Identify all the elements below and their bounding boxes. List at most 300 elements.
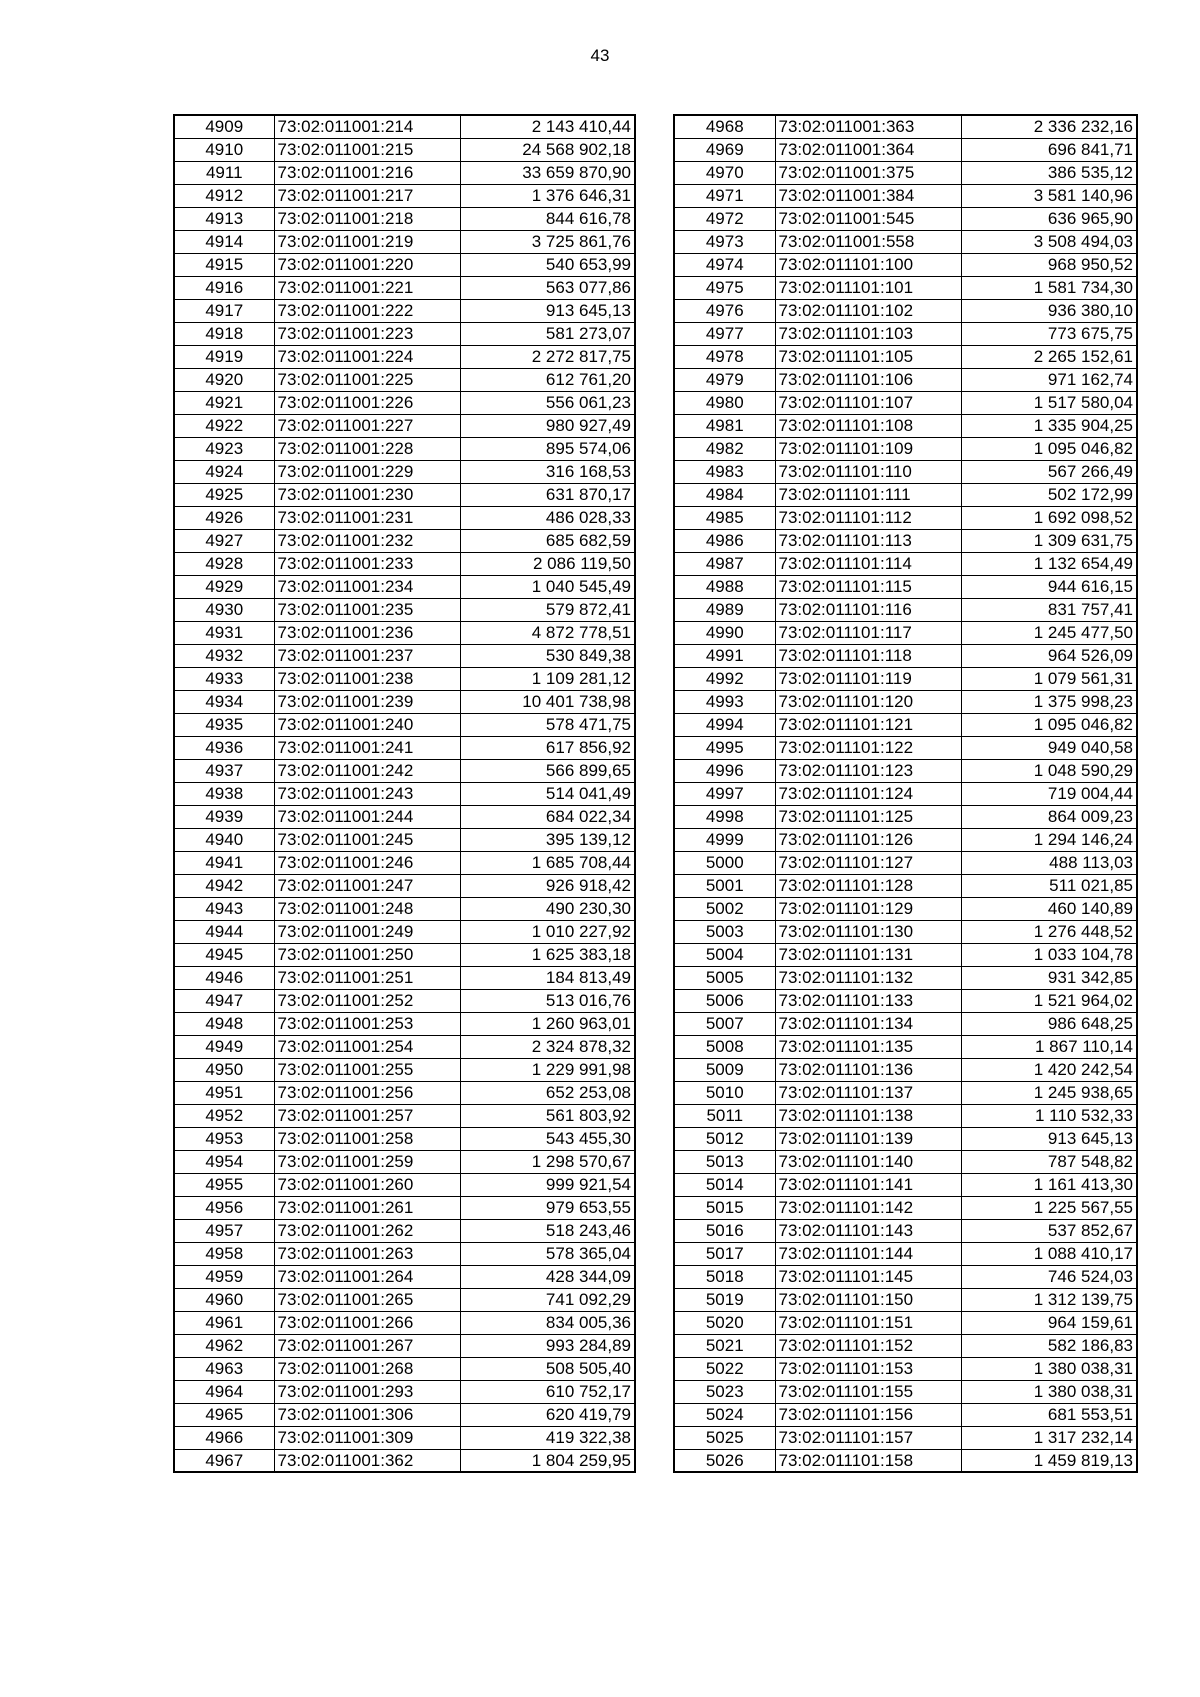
cadastral-value: 1 095 046,82	[961, 437, 1137, 460]
cadastral-number: 73:02:011101:113	[775, 529, 961, 552]
row-number: 5001	[674, 874, 775, 897]
row-number: 4920	[174, 368, 274, 391]
cadastral-number: 73:02:011001:231	[274, 506, 460, 529]
table-row	[174, 138, 635, 161]
cadastral-number: 73:02:011001:226	[274, 391, 460, 414]
row-number: 5009	[674, 1058, 775, 1081]
cadastral-number: 73:02:011001:261	[274, 1196, 460, 1219]
row-number: 4950	[174, 1058, 274, 1081]
row-number: 4935	[174, 713, 274, 736]
cadastral-value: 1 692 098,52	[961, 506, 1137, 529]
row-number: 4915	[174, 253, 274, 276]
cadastral-number: 73:02:011101:158	[775, 1449, 961, 1472]
row-number: 4924	[174, 460, 274, 483]
cadastral-number: 73:02:011001:223	[274, 322, 460, 345]
cadastral-number: 73:02:011001:228	[274, 437, 460, 460]
table-row	[174, 943, 635, 966]
cadastral-value: 895 574,06	[460, 437, 635, 460]
table-row	[674, 1150, 1137, 1173]
table-row	[674, 414, 1137, 437]
table-row	[174, 851, 635, 874]
table-row	[174, 299, 635, 322]
row-number: 4921	[174, 391, 274, 414]
row-number: 5004	[674, 943, 775, 966]
cadastral-table-right-body	[674, 115, 1137, 1472]
cadastral-value: 944 616,15	[961, 575, 1137, 598]
table-row	[674, 598, 1137, 621]
cadastral-value: 502 172,99	[961, 483, 1137, 506]
cadastral-value: 530 849,38	[460, 644, 635, 667]
table-row	[674, 437, 1137, 460]
cadastral-number: 73:02:011101:116	[775, 598, 961, 621]
table-row	[674, 966, 1137, 989]
table-row	[174, 621, 635, 644]
row-number: 4944	[174, 920, 274, 943]
cadastral-value: 3 581 140,96	[961, 184, 1137, 207]
cadastral-value: 1 276 448,52	[961, 920, 1137, 943]
row-number: 5019	[674, 1288, 775, 1311]
table-row	[174, 667, 635, 690]
cadastral-number: 73:02:011001:260	[274, 1173, 460, 1196]
row-number: 4952	[174, 1104, 274, 1127]
cadastral-number: 73:02:011101:143	[775, 1219, 961, 1242]
row-number: 5014	[674, 1173, 775, 1196]
cadastral-value: 631 870,17	[460, 483, 635, 506]
table-row	[674, 1104, 1137, 1127]
table-row	[674, 253, 1137, 276]
cadastral-number: 73:02:011001:262	[274, 1219, 460, 1242]
table-row	[174, 874, 635, 897]
cadastral-value: 1 376 646,31	[460, 184, 635, 207]
cadastral-number: 73:02:011001:247	[274, 874, 460, 897]
cadastral-number: 73:02:011001:558	[775, 230, 961, 253]
table-row	[174, 1403, 635, 1426]
cadastral-value: 488 113,03	[961, 851, 1137, 874]
row-number: 4945	[174, 943, 274, 966]
row-number: 4932	[174, 644, 274, 667]
cadastral-number: 73:02:011001:242	[274, 759, 460, 782]
table-row	[174, 1173, 635, 1196]
table-row	[674, 529, 1137, 552]
cadastral-value: 1 048 590,29	[961, 759, 1137, 782]
table-row	[174, 253, 635, 276]
cadastral-number: 73:02:011101:110	[775, 460, 961, 483]
cadastral-number: 73:02:011101:133	[775, 989, 961, 1012]
row-number: 4997	[674, 782, 775, 805]
cadastral-table-left-body	[174, 115, 635, 1472]
cadastral-number: 73:02:011001:235	[274, 598, 460, 621]
cadastral-value: 931 342,85	[961, 966, 1137, 989]
row-number: 4999	[674, 828, 775, 851]
cadastral-value: 979 653,55	[460, 1196, 635, 1219]
cadastral-value: 741 092,29	[460, 1288, 635, 1311]
row-number: 5015	[674, 1196, 775, 1219]
table-row	[674, 506, 1137, 529]
cadastral-number: 73:02:011101:132	[775, 966, 961, 989]
cadastral-number: 73:02:011101:102	[775, 299, 961, 322]
cadastral-number: 73:02:011001:267	[274, 1334, 460, 1357]
table-row	[674, 1403, 1137, 1426]
row-number: 4981	[674, 414, 775, 437]
table-row	[674, 851, 1137, 874]
cadastral-number: 73:02:011101:128	[775, 874, 961, 897]
row-number: 4986	[674, 529, 775, 552]
cadastral-number: 73:02:011101:137	[775, 1081, 961, 1104]
table-row	[174, 1288, 635, 1311]
cadastral-number: 73:02:011001:240	[274, 713, 460, 736]
table-row	[674, 368, 1137, 391]
table-row	[174, 1196, 635, 1219]
table-row	[674, 1311, 1137, 1334]
table-row	[174, 598, 635, 621]
cadastral-number: 73:02:011101:142	[775, 1196, 961, 1219]
row-number: 4995	[674, 736, 775, 759]
row-number: 4977	[674, 322, 775, 345]
cadastral-value: 540 653,99	[460, 253, 635, 276]
table-row	[674, 644, 1137, 667]
table-row	[174, 1265, 635, 1288]
cadastral-value: 773 675,75	[961, 322, 1137, 345]
cadastral-number: 73:02:011101:118	[775, 644, 961, 667]
cadastral-value: 986 648,25	[961, 1012, 1137, 1035]
cadastral-number: 73:02:011101:120	[775, 690, 961, 713]
cadastral-value: 936 380,10	[961, 299, 1137, 322]
cadastral-number: 73:02:011001:375	[775, 161, 961, 184]
cadastral-number: 73:02:011101:108	[775, 414, 961, 437]
row-number: 4971	[674, 184, 775, 207]
cadastral-value: 971 162,74	[961, 368, 1137, 391]
cadastral-number: 73:02:011001:263	[274, 1242, 460, 1265]
cadastral-number: 73:02:011001:362	[274, 1449, 460, 1472]
cadastral-value: 1 109 281,12	[460, 667, 635, 690]
cadastral-value: 719 004,44	[961, 782, 1137, 805]
row-number: 4991	[674, 644, 775, 667]
row-number: 4974	[674, 253, 775, 276]
cadastral-number: 73:02:011001:545	[775, 207, 961, 230]
cadastral-value: 1 245 938,65	[961, 1081, 1137, 1104]
page-number: 43	[590, 46, 610, 65]
cadastral-value: 1 294 146,24	[961, 828, 1137, 851]
table-row	[674, 207, 1137, 230]
cadastral-value: 1 517 580,04	[961, 391, 1137, 414]
table-row	[674, 1196, 1137, 1219]
cadastral-value: 513 016,76	[460, 989, 635, 1012]
table-row	[174, 414, 635, 437]
cadastral-value: 1 625 383,18	[460, 943, 635, 966]
row-number: 5020	[674, 1311, 775, 1334]
table-row	[674, 230, 1137, 253]
cadastral-value: 1 132 654,49	[961, 552, 1137, 575]
row-number: 4949	[174, 1035, 274, 1058]
table-row	[174, 1311, 635, 1334]
table-row	[174, 529, 635, 552]
table-row	[174, 1150, 635, 1173]
cadastral-value: 511 021,85	[961, 874, 1137, 897]
cadastral-value: 1 380 038,31	[961, 1380, 1137, 1403]
cadastral-number: 73:02:011101:126	[775, 828, 961, 851]
cadastral-value: 1 380 038,31	[961, 1357, 1137, 1380]
row-number: 4970	[674, 161, 775, 184]
table-row	[174, 437, 635, 460]
row-number: 5013	[674, 1150, 775, 1173]
cadastral-value: 1 088 410,17	[961, 1242, 1137, 1265]
row-number: 4987	[674, 552, 775, 575]
cadastral-number: 73:02:011101:145	[775, 1265, 961, 1288]
row-number: 4992	[674, 667, 775, 690]
table-row	[674, 621, 1137, 644]
row-number: 4973	[674, 230, 775, 253]
row-number: 4926	[174, 506, 274, 529]
cadastral-number: 73:02:011101:103	[775, 322, 961, 345]
table-row	[674, 1242, 1137, 1265]
cadastral-value: 2 336 232,16	[961, 115, 1137, 138]
cadastral-value: 537 852,67	[961, 1219, 1137, 1242]
row-number: 4948	[174, 1012, 274, 1035]
cadastral-number: 73:02:011101:114	[775, 552, 961, 575]
cadastral-value: 964 526,09	[961, 644, 1137, 667]
cadastral-number: 73:02:011001:268	[274, 1357, 460, 1380]
table-row	[174, 897, 635, 920]
cadastral-number: 73:02:011101:139	[775, 1127, 961, 1150]
cadastral-value: 831 757,41	[961, 598, 1137, 621]
row-number: 5026	[674, 1449, 775, 1472]
cadastral-number: 73:02:011101:136	[775, 1058, 961, 1081]
row-number: 4959	[174, 1265, 274, 1288]
cadastral-number: 73:02:011101:109	[775, 437, 961, 460]
cadastral-value: 968 950,52	[961, 253, 1137, 276]
row-number: 5000	[674, 851, 775, 874]
table-row	[174, 966, 635, 989]
cadastral-number: 73:02:011001:221	[274, 276, 460, 299]
row-number: 4946	[174, 966, 274, 989]
cadastral-value: 1 459 819,13	[961, 1449, 1137, 1472]
cadastral-value: 864 009,23	[961, 805, 1137, 828]
table-row	[674, 391, 1137, 414]
cadastral-value: 316 168,53	[460, 460, 635, 483]
table-row	[174, 1081, 635, 1104]
row-number: 4998	[674, 805, 775, 828]
row-number: 4925	[174, 483, 274, 506]
cadastral-number: 73:02:011101:121	[775, 713, 961, 736]
table-row	[174, 1127, 635, 1150]
cadastral-value: 24 568 902,18	[460, 138, 635, 161]
row-number: 4934	[174, 690, 274, 713]
cadastral-number: 73:02:011101:157	[775, 1426, 961, 1449]
row-number: 4909	[174, 115, 274, 138]
table-row	[174, 805, 635, 828]
table-row	[674, 1012, 1137, 1035]
cadastral-value: 964 159,61	[961, 1311, 1137, 1334]
cadastral-number: 73:02:011101:111	[775, 483, 961, 506]
cadastral-value: 1 079 561,31	[961, 667, 1137, 690]
cadastral-value: 514 041,49	[460, 782, 635, 805]
table-row	[674, 1035, 1137, 1058]
cadastral-number: 73:02:011101:101	[775, 276, 961, 299]
cadastral-value: 1 229 991,98	[460, 1058, 635, 1081]
row-number: 4989	[674, 598, 775, 621]
row-number: 4922	[174, 414, 274, 437]
cadastral-number: 73:02:011001:256	[274, 1081, 460, 1104]
table-row	[174, 828, 635, 851]
cadastral-value: 490 230,30	[460, 897, 635, 920]
cadastral-number: 73:02:011001:225	[274, 368, 460, 391]
row-number: 5005	[674, 966, 775, 989]
table-row	[674, 184, 1137, 207]
row-number: 4931	[174, 621, 274, 644]
cadastral-value: 636 965,90	[961, 207, 1137, 230]
row-number: 4958	[174, 1242, 274, 1265]
cadastral-number: 73:02:011001:249	[274, 920, 460, 943]
table-row	[174, 1449, 635, 1472]
cadastral-value: 1 375 998,23	[961, 690, 1137, 713]
table-row	[174, 207, 635, 230]
cadastral-number: 73:02:011101:130	[775, 920, 961, 943]
row-number: 4985	[674, 506, 775, 529]
cadastral-number: 73:02:011001:251	[274, 966, 460, 989]
table-row	[674, 115, 1137, 138]
table-row	[174, 115, 635, 138]
table-row	[174, 1334, 635, 1357]
cadastral-value: 581 273,07	[460, 322, 635, 345]
row-number: 4917	[174, 299, 274, 322]
cadastral-number: 73:02:011101:155	[775, 1380, 961, 1403]
cadastral-number: 73:02:011001:241	[274, 736, 460, 759]
cadastral-value: 617 856,92	[460, 736, 635, 759]
row-number: 5003	[674, 920, 775, 943]
cadastral-value: 696 841,71	[961, 138, 1137, 161]
row-number: 4954	[174, 1150, 274, 1173]
cadastral-number: 73:02:011101:152	[775, 1334, 961, 1357]
cadastral-number: 73:02:011101:119	[775, 667, 961, 690]
cadastral-value: 460 140,89	[961, 897, 1137, 920]
row-number: 4936	[174, 736, 274, 759]
cadastral-value: 1 521 964,02	[961, 989, 1137, 1012]
cadastral-number: 73:02:011001:215	[274, 138, 460, 161]
table-row	[674, 138, 1137, 161]
row-number: 4964	[174, 1380, 274, 1403]
table-row	[174, 345, 635, 368]
row-number: 4953	[174, 1127, 274, 1150]
table-row	[174, 1357, 635, 1380]
cadastral-value: 10 401 738,98	[460, 690, 635, 713]
cadastral-value: 620 419,79	[460, 1403, 635, 1426]
row-number: 4913	[174, 207, 274, 230]
row-number: 4914	[174, 230, 274, 253]
row-number: 4983	[674, 460, 775, 483]
cadastral-value: 1 685 708,44	[460, 851, 635, 874]
cadastral-value: 993 284,89	[460, 1334, 635, 1357]
row-number: 4941	[174, 851, 274, 874]
cadastral-number: 73:02:011001:219	[274, 230, 460, 253]
cadastral-number: 73:02:011001:234	[274, 575, 460, 598]
row-number: 4961	[174, 1311, 274, 1334]
cadastral-value: 3 725 861,76	[460, 230, 635, 253]
cadastral-number: 73:02:011001:217	[274, 184, 460, 207]
cadastral-number: 73:02:011101:153	[775, 1357, 961, 1380]
table-row	[174, 920, 635, 943]
cadastral-value: 2 272 817,75	[460, 345, 635, 368]
cadastral-value: 543 455,30	[460, 1127, 635, 1150]
table-row	[674, 1081, 1137, 1104]
cadastral-value: 1 095 046,82	[961, 713, 1137, 736]
cadastral-value: 1 033 104,78	[961, 943, 1137, 966]
cadastral-table-left	[173, 114, 636, 1473]
cadastral-value: 913 645,13	[961, 1127, 1137, 1150]
row-number: 4965	[174, 1403, 274, 1426]
table-row	[674, 690, 1137, 713]
row-number: 5023	[674, 1380, 775, 1403]
table-row	[674, 897, 1137, 920]
cadastral-value: 746 524,03	[961, 1265, 1137, 1288]
row-number: 5008	[674, 1035, 775, 1058]
cadastral-value: 33 659 870,90	[460, 161, 635, 184]
table-row	[174, 391, 635, 414]
row-number: 4982	[674, 437, 775, 460]
cadastral-value: 1 040 545,49	[460, 575, 635, 598]
cadastral-number: 73:02:011001:264	[274, 1265, 460, 1288]
row-number: 4968	[674, 115, 775, 138]
table-row	[174, 575, 635, 598]
cadastral-number: 73:02:011001:232	[274, 529, 460, 552]
cadastral-value: 1 225 567,55	[961, 1196, 1137, 1219]
cadastral-number: 73:02:011001:214	[274, 115, 460, 138]
table-row	[174, 1242, 635, 1265]
table-row	[674, 828, 1137, 851]
row-number: 4978	[674, 345, 775, 368]
table-row	[674, 1058, 1137, 1081]
row-number: 4976	[674, 299, 775, 322]
cadastral-number: 73:02:011001:363	[775, 115, 961, 138]
cadastral-value: 1 309 631,75	[961, 529, 1137, 552]
cadastral-value: 1 312 139,75	[961, 1288, 1137, 1311]
row-number: 5010	[674, 1081, 775, 1104]
cadastral-number: 73:02:011001:259	[274, 1150, 460, 1173]
table-row	[174, 759, 635, 782]
cadastral-number: 73:02:011001:230	[274, 483, 460, 506]
table-row	[674, 920, 1137, 943]
row-number: 4988	[674, 575, 775, 598]
row-number: 5024	[674, 1403, 775, 1426]
row-number: 4939	[174, 805, 274, 828]
table-row	[174, 483, 635, 506]
cadastral-value: 567 266,49	[961, 460, 1137, 483]
cadastral-value: 556 061,23	[460, 391, 635, 414]
cadastral-value: 561 803,92	[460, 1104, 635, 1127]
cadastral-value: 1 804 259,95	[460, 1449, 635, 1472]
row-number: 4929	[174, 575, 274, 598]
cadastral-value: 2 324 878,32	[460, 1035, 635, 1058]
cadastral-number: 73:02:011001:250	[274, 943, 460, 966]
row-number: 4923	[174, 437, 274, 460]
row-number: 4930	[174, 598, 274, 621]
cadastral-value: 508 505,40	[460, 1357, 635, 1380]
row-number: 4984	[674, 483, 775, 506]
cadastral-value: 949 040,58	[961, 736, 1137, 759]
table-row	[174, 1035, 635, 1058]
row-number: 5011	[674, 1104, 775, 1127]
cadastral-number: 73:02:011001:258	[274, 1127, 460, 1150]
cadastral-number: 73:02:011001:239	[274, 690, 460, 713]
cadastral-value: 999 921,54	[460, 1173, 635, 1196]
cadastral-value: 787 548,82	[961, 1150, 1137, 1173]
row-number: 4980	[674, 391, 775, 414]
table-row	[674, 713, 1137, 736]
row-number: 4911	[174, 161, 274, 184]
cadastral-value: 1 161 413,30	[961, 1173, 1137, 1196]
row-number: 5018	[674, 1265, 775, 1288]
cadastral-number: 73:02:011101:107	[775, 391, 961, 414]
table-row	[174, 989, 635, 1012]
